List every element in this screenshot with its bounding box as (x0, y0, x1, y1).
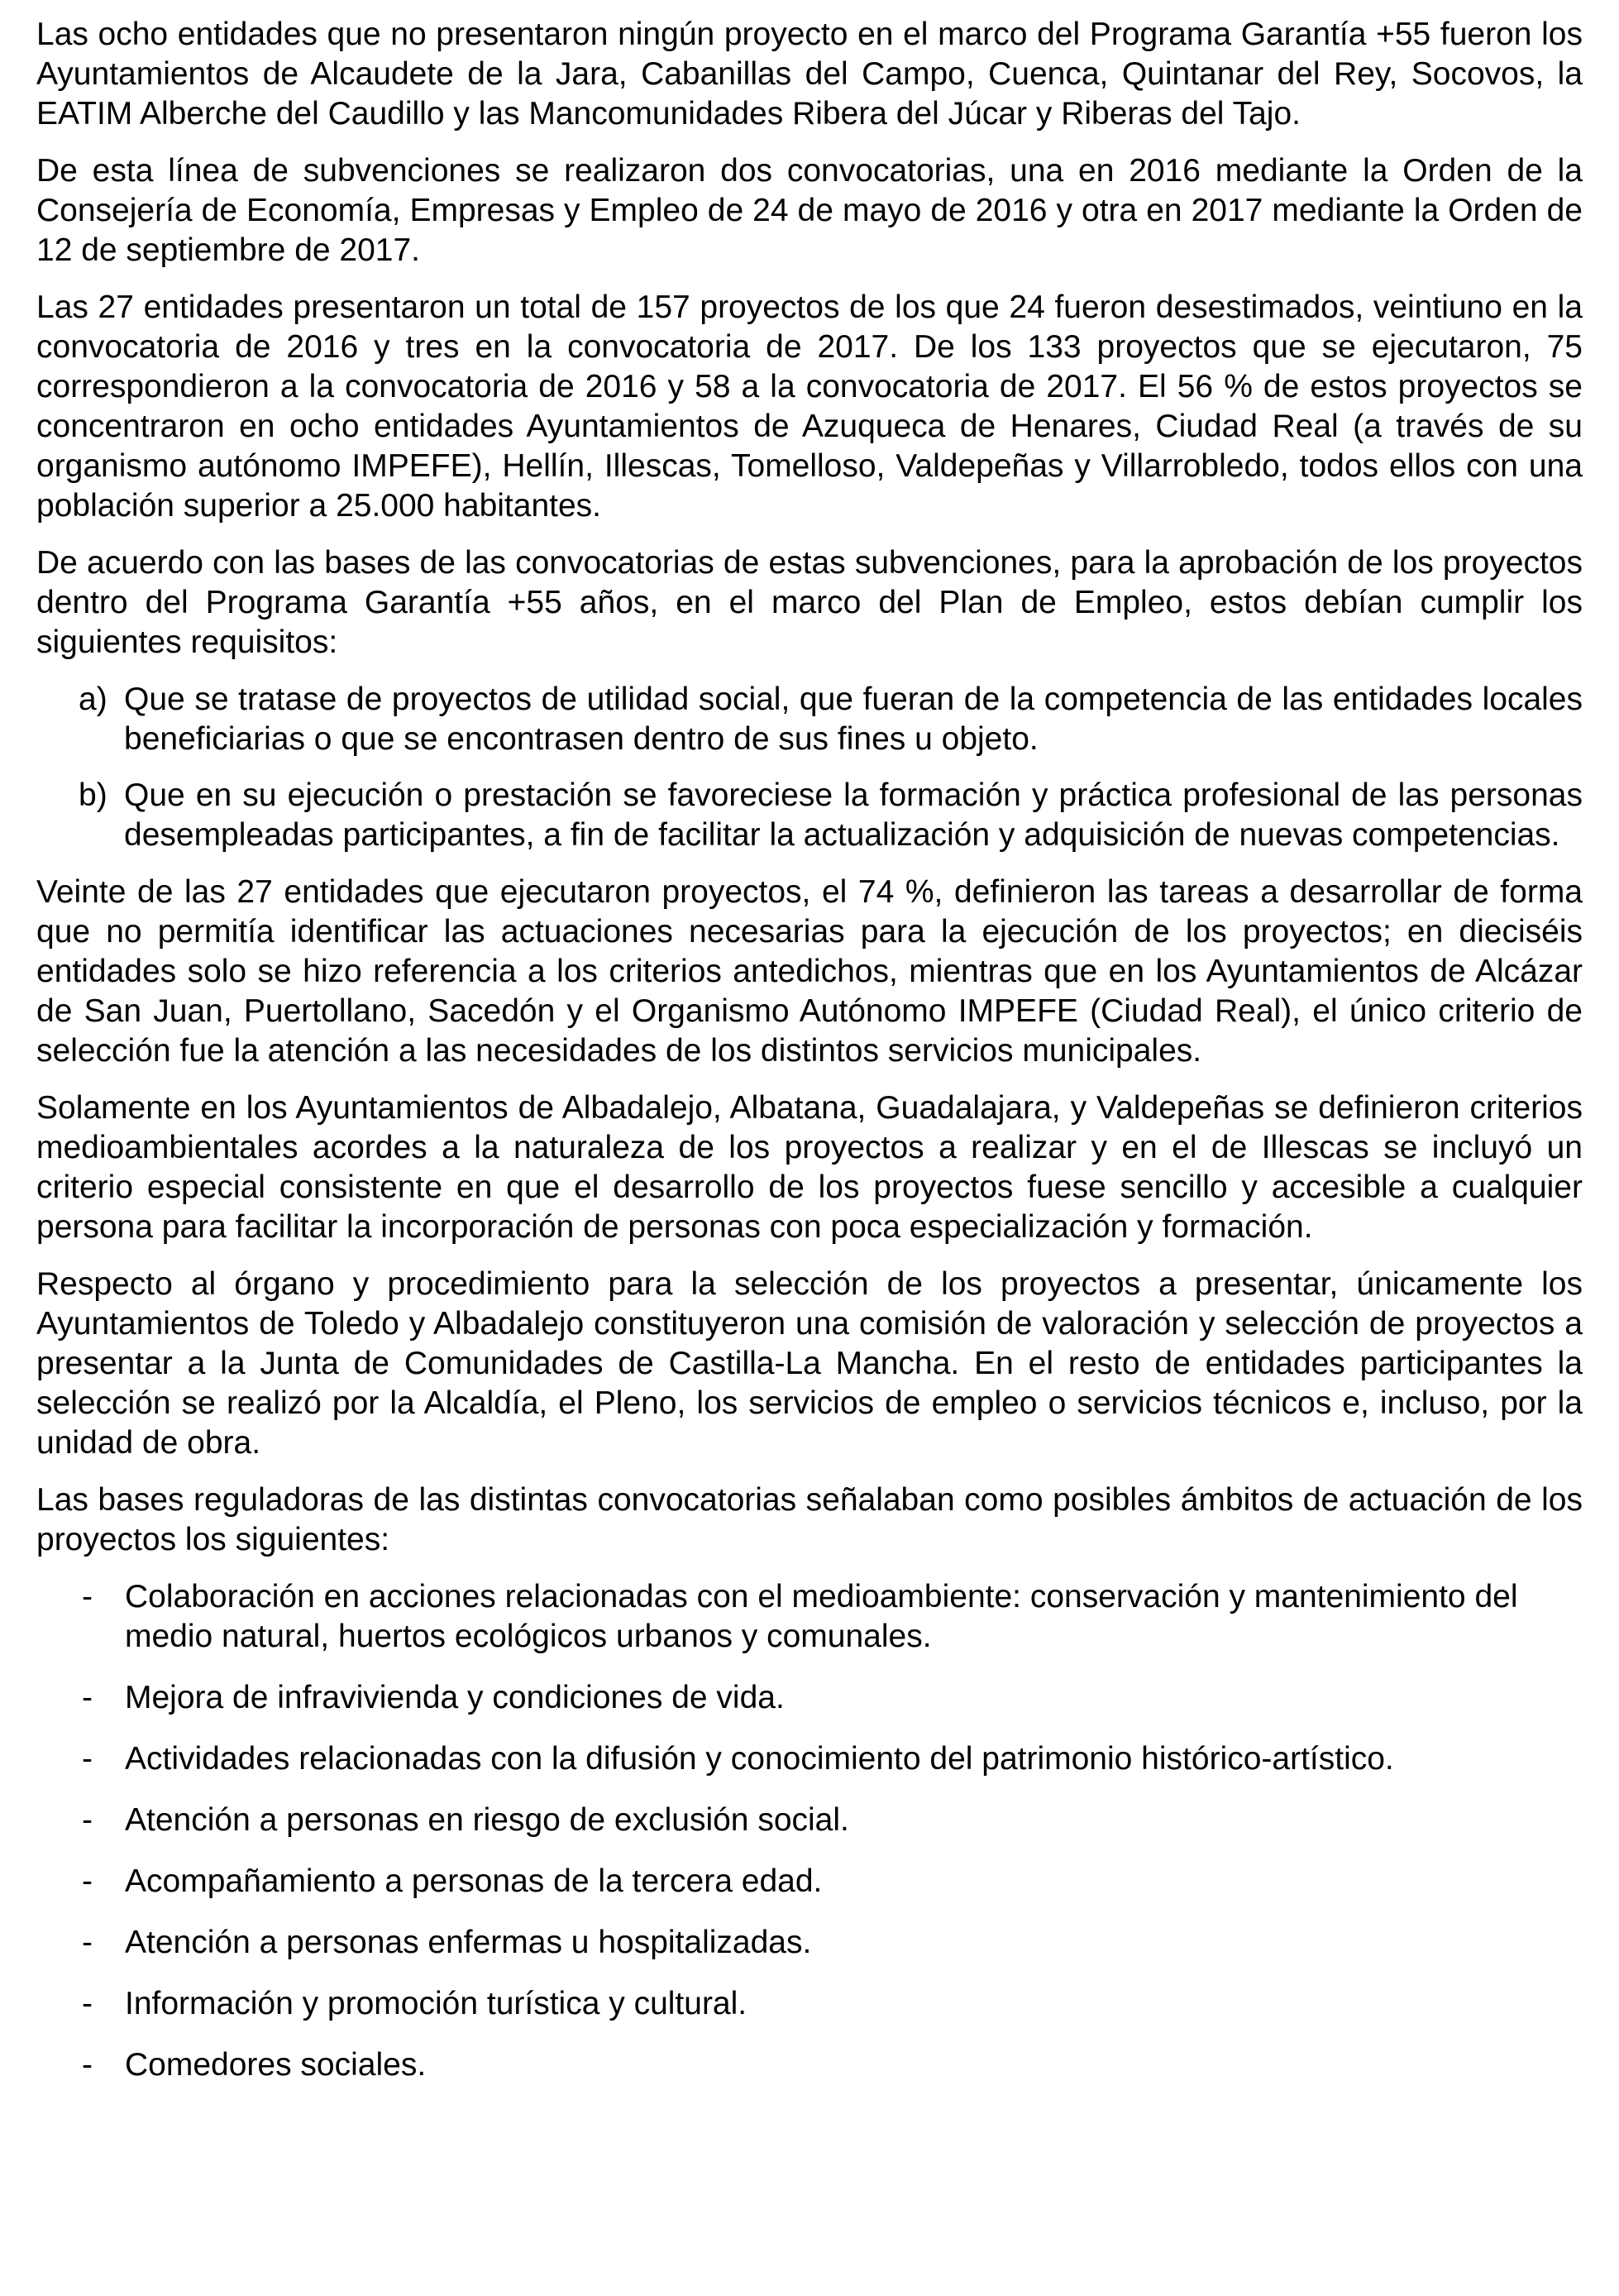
list-item (36, 1801, 1583, 1840)
paragraph-task-definition: Veinte de las 27 entidades que ejecutaron proyectos, el 74 %, definieron las tareas a desarrollar de forma que no permitía identificar las actuaciones necesarias para la ejecución de los proyectos; en dieciséis entidades solo se hizo referencia a los criterios antedichos, mientras que en los Ayuntamientos de Alcázar de San Juan, Puertollano, Sacedón y el Organismo Autónomo IMPEFE (Ciudad Real), el único criterio de selección fue la atención a las necesidades de los distintos servicios municipales. (36, 874, 1583, 1069)
list-item-text: Actividades relacionadas con la difusión y conocimiento del patrimonio histórico-artístico. (125, 1741, 1394, 1777)
list-marker: b) (79, 777, 107, 813)
list-item (36, 1862, 1583, 1901)
list-item (36, 1984, 1583, 2024)
list-bullet: - (82, 1741, 93, 1777)
list-bullet: - (82, 1680, 93, 1715)
list-item-text: Colaboración en acciones relacionadas con el medioambiente: conservación y mantenimiento del medio natural, huertos ecológicos urbanos y comunales. (125, 1579, 1518, 1654)
list-bullet: - (82, 1863, 93, 1899)
list-bullet: - (82, 1986, 93, 2021)
list-item (36, 1739, 1583, 1779)
list-item-text: Que en su ejecución o prestación se favoreciese la formación y práctica profesional de las personas desempleadas participantes, a fin de facilitar la actualización y adquisición de nuevas competencias. (124, 777, 1583, 853)
list-item-text: Mejora de infravivienda y condiciones de vida. (125, 1680, 785, 1715)
paragraph-environmental-criteria: Solamente en los Ayuntamientos de Albadalejo, Albatana, Guadalajara, y Valdepeñas se definieron criterios medioambientales acordes a la naturaleza de los proyectos a realizar y en el de Illescas se incluyó un criterio especial consistente en que el desarrollo de los proyectos fuese sencillo y accesible a cualquier persona para facilitar la incorporación de personas con poca especialización y formación. (36, 1090, 1583, 1245)
list-item-text: Que se tratase de proyectos de utilidad social, que fueran de la competencia de las entidades locales beneficiarias o que se encontrasen dentro de sus fines u objeto. (124, 682, 1583, 757)
list-item (36, 776, 1583, 855)
requirements-list (36, 680, 1583, 855)
list-item (36, 2045, 1583, 2085)
list-item-text: Atención a personas enfermas u hospitalizadas. (125, 1925, 812, 1960)
paragraph-entities-without-projects: Las ocho entidades que no presentaron ningún proyecto en el marco del Programa Garantía +55 fueron los Ayuntamientos de Alcaudete de la Jara, Cabanillas del Campo, Cuenca, Quintanar del Rey, Socovos, la EATIM Alberche del Caudillo y las Mancomunidades Ribera del Júcar y Riberas del Tajo. (36, 17, 1583, 132)
list-item-text: Acompañamiento a personas de la tercera edad. (125, 1863, 823, 1899)
list-bullet: - (82, 2047, 93, 2083)
paragraph-requirements-intro: De acuerdo con las bases de las convocatorias de estas subvenciones, para la aprobación de los proyectos dentro del Programa Garantía +55 años, en el marco del Plan de Empleo, estos debían cumplir los siguientes requisitos: (36, 545, 1583, 660)
list-item (36, 1678, 1583, 1718)
list-marker: a) (79, 682, 107, 717)
list-item-text: Comedores sociales. (125, 2047, 427, 2083)
list-item (36, 1577, 1583, 1657)
list-item (36, 1923, 1583, 1963)
list-bullet: - (82, 1925, 93, 1960)
list-item-text: Información y promoción turística y cultural. (125, 1986, 747, 2021)
paragraph-calls: De esta línea de subvenciones se realizaron dos convocatorias, una en 2016 mediante la Orden de la Consejería de Economía, Empresas y Empleo de 24 de mayo de 2016 y otra en 2017 mediante la Orden de 12 de septiembre de 2017. (36, 153, 1583, 268)
paragraph-scopes-intro: Las bases reguladoras de las distintas convocatorias señalaban como posibles ámbitos de actuación de los proyectos los siguientes: (36, 1482, 1583, 1557)
list-bullet: - (82, 1802, 93, 1838)
paragraph-selection-procedure: Respecto al órgano y procedimiento para la selección de los proyectos a presentar, únicamente los Ayuntamientos de Toledo y Albadalejo constituyeron una comisión de valoración y selección de proyectos a presentar a la Junta de Comunidades de Castilla-La Mancha. En el resto de entidades participantes la selección se realizó por la Alcaldía, el Pleno, los servicios de empleo o servicios técnicos e, incluso, por la unidad de obra. (36, 1266, 1583, 1461)
list-bullet: - (82, 1579, 93, 1614)
paragraph-projects-total: Las 27 entidades presentaron un total de 157 proyectos de los que 24 fueron desestimados, veintiuno en la convocatoria de 2016 y tres en la convocatoria de 2017. De los 133 proyectos que se ejecutaron, 75 correspondieron a la convocatoria de 2016 y 58 a la convocatoria de 2017. El 56 % de estos proyectos se concentraron en ocho entidades Ayuntamientos de Azuqueca de Henares, Ciudad Real (a través de su organismo autónomo IMPEFE), Hellín, Illescas, Tomelloso, Valdepeñas y Villarrobledo, todos ellos con una población superior a 25.000 habitantes. (36, 289, 1583, 524)
list-item (36, 680, 1583, 759)
list-item-text: Atención a personas en riesgo de exclusión social. (125, 1802, 849, 1838)
scopes-list (36, 1577, 1583, 2085)
